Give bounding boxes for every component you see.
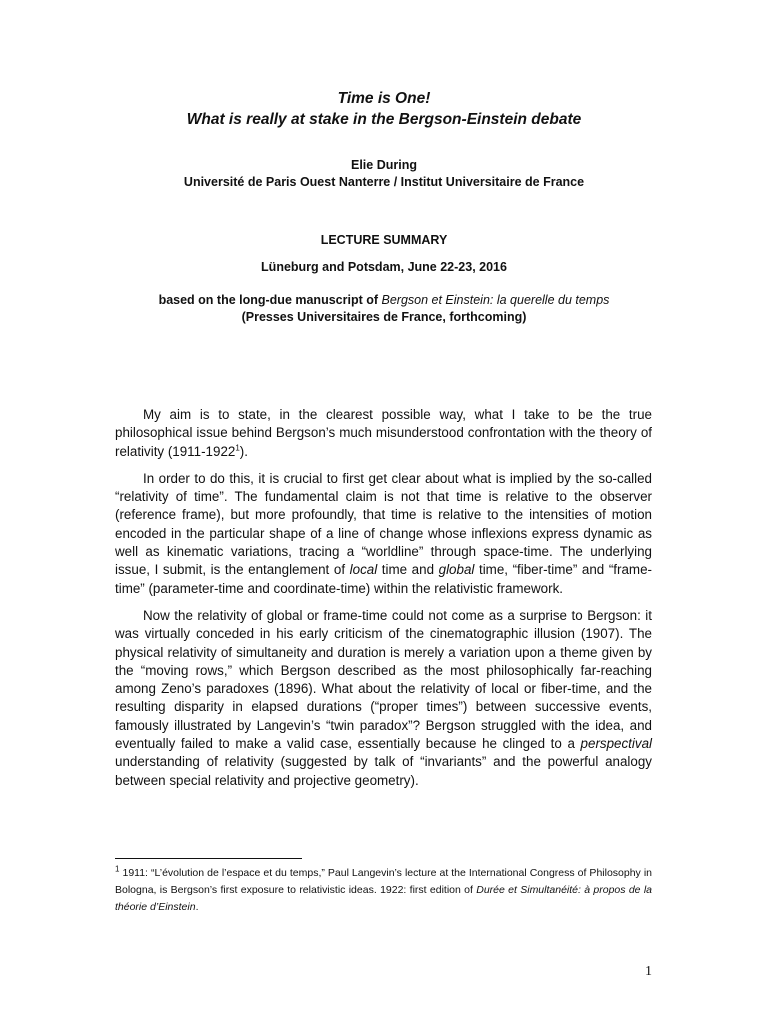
based-on-prefix: based on the long-due manuscript of bbox=[158, 293, 382, 307]
p2-global: global bbox=[438, 562, 475, 578]
p3-perspectival: perspectival bbox=[580, 736, 652, 752]
author-name: Elie During bbox=[351, 158, 417, 172]
p1-end: ). bbox=[239, 443, 248, 459]
author-affiliation: Université de Paris Ouest Nanterre / Institut Universitaire de France bbox=[183, 175, 585, 189]
footnote bbox=[115, 865, 652, 916]
footnote-mark: 1 bbox=[115, 864, 120, 874]
body-text bbox=[115, 406, 652, 799]
publisher-text: (Presses Universitaires de France, forthcoming) bbox=[241, 310, 527, 324]
footnote-italic-title: Durée et Simultanéité: à propos de la théorie d’Einstein bbox=[115, 884, 652, 913]
manuscript-line bbox=[0, 292, 768, 309]
p1-text: My aim is to state, in the clearest possible way, what I take to be the true philosophical issue behind Bergson’s much misunderstood confrontation with the theory of relativity (1911-1922 bbox=[115, 407, 652, 459]
paragraph-1 bbox=[115, 406, 652, 461]
manuscript-note bbox=[0, 292, 768, 326]
p2-part-b: time and bbox=[377, 562, 439, 578]
p2-part-c: time, “fiber-time” and “frame-time” (parameter-time and coordinate-time) within the relativistic framework. bbox=[115, 562, 652, 596]
page-number: 1 bbox=[645, 964, 652, 979]
title-line-2: What is really at stake in the Bergson-Einstein debate bbox=[186, 111, 582, 128]
footnote-ref[interactable]: 1 bbox=[235, 443, 240, 453]
manuscript-title: Bergson et Einstein: la querelle du temps bbox=[381, 293, 610, 307]
paragraph-2 bbox=[115, 470, 652, 598]
footnote-text-b: . bbox=[195, 901, 199, 913]
p3-part-a: Now the relativity of global or frame-time could not come as a surprise to Bergson: it was virtually conceded in his early criticism of the cinematographic illusion (1907). The physical relativity of simultaneity and duration is merely a variation upon a theme given by the “moving rows,” which Bergson described as the most philosophically far-reaching among Zeno’s paradoxes (1896). What about the relativity of local or fiber-time, and the resulting disparity in elapsed durations (“proper times”) between successive events, famously illustrated by Langevin’s “twin paradox”? Bergson struggled with the idea, and eventually failed to make a valid case, essentially because he clinged to a bbox=[115, 607, 652, 752]
title-line-1: Time is One! bbox=[337, 90, 431, 107]
p2-local: local bbox=[349, 562, 378, 578]
lecture-place-date: Lüneburg and Potsdam, June 22-23, 2016 bbox=[261, 260, 507, 274]
p2-part-a: In order to do this, it is crucial to first get clear about what is implied by the so-called “relativity of time”. The fundamental claim is not that time is relative to the observer (reference frame), but more profoundly, that time is relative to the intensities of motion encoded in the particular shape of a line of change whose inflexions express dynamic as well as kinematic variations, tracing a “worldline” through space-time. The underlying issue, I submit, is the entanglement of bbox=[115, 470, 652, 578]
footnote-text-a: 1911: “L’évolution de l’espace et du temps,” Paul Langevin’s lecture at the International Congress of Philosophy in Bologna, is Bergson’s first exposure to relativistic ideas. 1922: first edition of bbox=[115, 867, 652, 896]
publisher-line bbox=[0, 309, 768, 326]
author-block bbox=[0, 157, 768, 191]
lecture-summary-heading: LECTURE SUMMARY bbox=[320, 233, 448, 247]
page-title bbox=[0, 88, 768, 130]
p3-part-b: understanding of relativity (suggested by talk of “invariants” and the powerful analogy between special relativity and projective geometry). bbox=[115, 754, 652, 788]
paragraph-3 bbox=[115, 607, 652, 790]
footnote-divider bbox=[115, 858, 302, 859]
